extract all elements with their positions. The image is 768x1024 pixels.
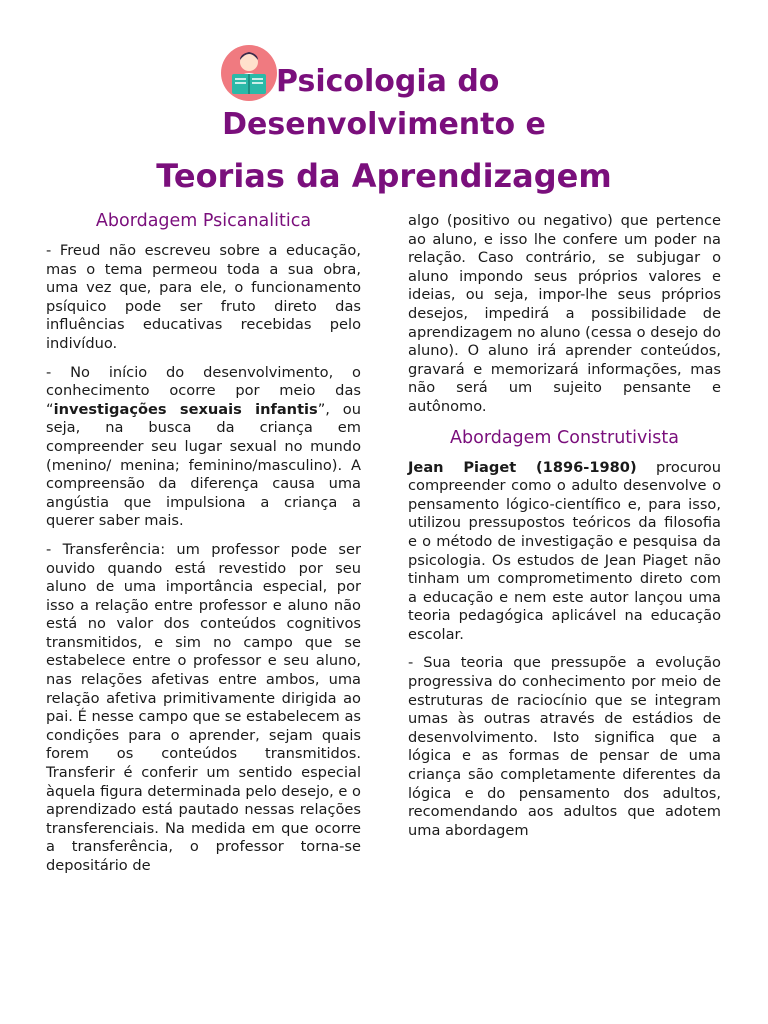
- right-column: [408, 212, 721, 850]
- paragraph: [408, 654, 721, 840]
- section-title-psicanalitica: Abordagem Psicanalitica: [95, 211, 312, 231]
- paragraph: [46, 364, 361, 531]
- header: [0, 40, 768, 210]
- reading-person-icon: [220, 44, 278, 102]
- paragraph: - Transferência: um professor pode ser ouvido quando está revestido por seu aluno de uma importância especial, por isso a relação entre professor e aluno não está no valor dos conteúdos cognitivos transmitidos, e sim no campo que se estabelece entre o professor e seu aluno, nas relações afetivas entre ambos, uma relação afetiva primitivamente dirigida ao pai. É nesse campo que se estabelecem as condições para o aprender, sejam quais forem os conteúdos transmitidos. Transferir é conferir um sentido especial àquela figura determinada pelo desejo, e o aprendizado está pautado nessas relações transferenciais. Na medida em que ocorre a transferência, o professor torna-se depositário de: [46, 540, 361, 874]
- text-span: procurou compreender como o adulto desenvolve o pensamento lógico-científico e, para isso, utilizou pressupostos teóricos da filosofia e o método de investigação e pesquisa da psicologia.: [408, 458, 721, 569]
- paragraph: [408, 459, 721, 645]
- paragraph: algo (positivo ou negativo) que pertence ao aluno, e isso lhe confere um poder na relação. Caso contrário, se subjugar o aluno impondo seus próprios valores e ideias, ou seja, impor-lhe seus próprios desejos, impedirá a possibilidade de aprendizagem no aluno (cessa o desejo do aluno). O aluno irá aprender conteúdos, gravará e memorizará informações, mas não será um sujeito pensante e autônomo.: [408, 212, 721, 415]
- text-span: ”, ou seja, na busca da criança em compreender seu lugar sexual no mundo (menino/ menina; feminino/masculino). A compreensão da diferença causa uma angústia que impulsiona a criança a querer saber mais.: [46, 400, 361, 530]
- title-line-3: Teorias da Aprendizagem: [156, 157, 612, 195]
- left-column: [46, 210, 361, 886]
- text-span: Os estudos de Jean Piaget não tinham um comprometimento direto com a educação e nem este autor lançou uma teoria pedagógica aplicável na educação escolar.: [408, 551, 721, 643]
- title-line-1: Psicologia do: [276, 64, 500, 99]
- author-name: Jean Piaget (1896-1980): [408, 458, 637, 476]
- paragraph: - Freud não escreveu sobre a educação, mas o tema permeou toda a sua obra, uma vez que, para ele, o funcionamento psíquico pode ser fruto direto das influências educativas recebidas pelo indivíduo.: [46, 242, 361, 352]
- text-span: - Sua: [408, 654, 451, 672]
- text-span: teoria que pressupõe a evolução progressiva do conhecimento por meio de estruturas de raciocínio que se integram umas às outras através de estádios de desenvolvimento. Isto significa que a lógica e as formas de pensar de uma criança são completamente diferentes da lógica e do pensamento dos adultos, recomendando aos adultos que adotem uma abordagem: [408, 654, 721, 839]
- section-title-construtivista: Abordagem Construtivista: [450, 427, 679, 448]
- bold-term: investigações sexuais infantis: [53, 400, 318, 418]
- title-line-2: Desenvolvimento e: [222, 107, 546, 142]
- text-span: - No início do desenvolvimento, o conhecimento ocorre por meio das “: [46, 363, 361, 418]
